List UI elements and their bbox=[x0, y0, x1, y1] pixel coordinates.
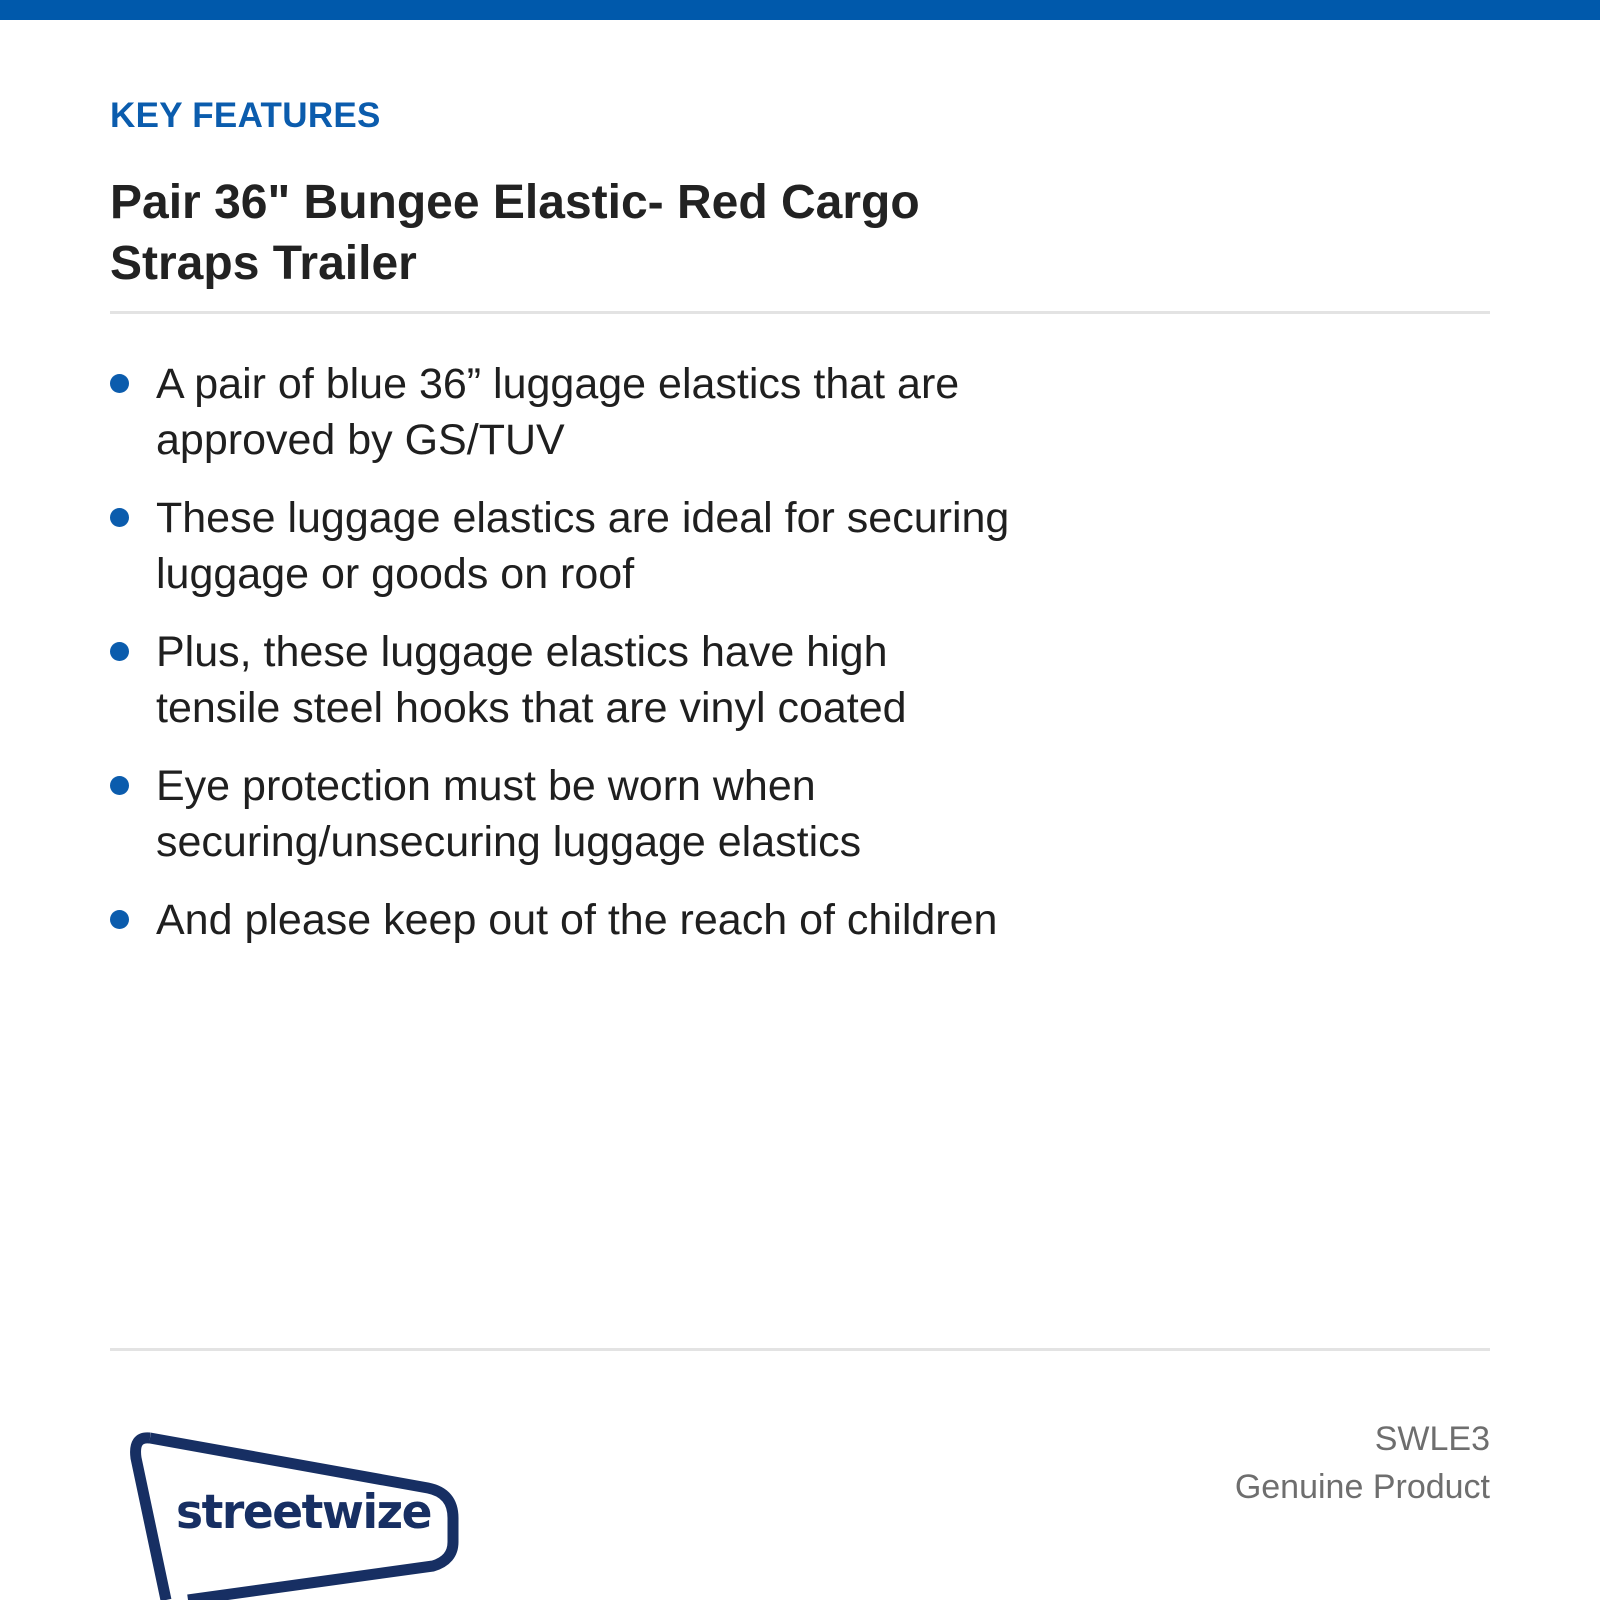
bullet-icon bbox=[110, 642, 129, 661]
top-brand-bar bbox=[0, 0, 1600, 20]
feature-text: Plus, these luggage elastics have high tensile steel hooks that are vinyl coated bbox=[156, 628, 907, 732]
feature-item bbox=[110, 892, 1010, 948]
feature-item bbox=[110, 490, 1010, 602]
footer-divider bbox=[110, 1348, 1490, 1351]
product-title: Pair 36" Bungee Elastic- Red Cargo Straps Trailer bbox=[110, 176, 920, 290]
feature-text: These luggage elastics are ideal for securing luggage or goods on roof bbox=[156, 494, 1010, 598]
feature-item bbox=[110, 758, 1010, 870]
feature-item bbox=[110, 356, 1010, 468]
streetwize-logo-icon bbox=[128, 1428, 480, 1600]
feature-text: And please keep out of the reach of children bbox=[156, 896, 998, 944]
title-divider bbox=[110, 311, 1490, 314]
logo-wordmark: streetwize bbox=[176, 1485, 431, 1540]
feature-text: A pair of blue 36” luggage elastics that are approved by GS/TUV bbox=[156, 360, 960, 464]
section-label: KEY FEATURES bbox=[110, 96, 381, 135]
feature-text: Eye protection must be worn when securing/unsecuring luggage elastics bbox=[156, 762, 862, 866]
product-tagline: Genuine Product bbox=[1234, 1468, 1490, 1506]
bullet-icon bbox=[110, 910, 129, 929]
feature-list bbox=[110, 356, 1010, 970]
product-sku: SWLE3 bbox=[1374, 1420, 1490, 1458]
feature-item bbox=[110, 624, 1010, 736]
bullet-icon bbox=[110, 776, 129, 795]
bullet-icon bbox=[110, 374, 129, 393]
bullet-icon bbox=[110, 508, 129, 527]
product-meta bbox=[1235, 1415, 1490, 1511]
